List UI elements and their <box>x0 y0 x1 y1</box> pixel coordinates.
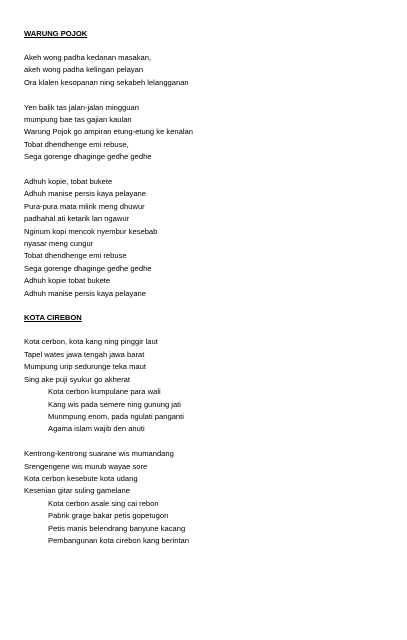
lyric-line: Adhuh kopie tobat bukete <box>24 276 111 286</box>
lyric-line: Sing ake puji syukur go akherat <box>24 374 130 384</box>
lyric-line: Adhuh kopie, tobat bukete <box>24 177 113 187</box>
lyric-line: Pura-pura mata mlirik meng dhuwur <box>24 201 145 211</box>
lyric-line-indented: Petis manis belendrang banyune kacang <box>48 523 186 533</box>
lyric-line: Ora klalen kesopanan ning sekabeh lelangganan <box>24 77 189 87</box>
lyric-line: akeh wong padha kelingan pelayan <box>24 65 144 75</box>
lyric-line: padhahal ati ketarik lan ngawur <box>24 214 130 224</box>
lyric-line: Srengengene wis murub wayae sore <box>24 461 148 471</box>
lyric-line: Sega gorenge dhaginge gedhe gedhe <box>24 263 152 273</box>
song-title-kota-cirebon: KOTA CIREBON <box>24 313 82 323</box>
lyric-line-indented: Kang wis pada semere ning gunung jati <box>48 399 181 409</box>
lyric-line: mumpung bae tas gajian kaulan <box>24 115 132 125</box>
stanza <box>24 52 394 89</box>
lyric-line: Sega gorenge dhaginge gedhe gedhe <box>24 152 152 162</box>
lyric-line: Akeh wong padha kedanan masakan, <box>24 53 152 62</box>
lyric-line: Kota cerbon, kota kang ning pinggir laut <box>24 337 158 347</box>
lyric-line: Yen balik tas jalan-jalan mingguan <box>24 102 139 112</box>
lyric-line: Kesenian gitar suling gamelane <box>24 486 130 496</box>
stanza <box>24 448 394 547</box>
lyric-line: Tobat dhendhenge emi rebuse <box>24 251 127 261</box>
lyric-line: Tapel wates jawa tengah jawa barat <box>24 349 145 359</box>
lyric-line: nyasar meng cungur <box>24 239 94 249</box>
lyric-line: Tobat dhendhenge emi rebuse, <box>24 139 129 149</box>
stanza <box>24 176 394 300</box>
lyric-line: Adhuh manise persis kaya pelayane <box>24 288 146 298</box>
lyric-line-indented: Kota cerbon asale sing cai rebon <box>48 498 159 508</box>
stanza <box>24 336 394 435</box>
lyric-line-indented: Pembangunan kota cirebon kang berintan <box>48 535 190 545</box>
lyric-line-indented: Pabrik grage bakar petis gopetugon <box>48 511 169 521</box>
lyric-line: Adhuh manise persis kaya pelayane <box>24 189 146 199</box>
lyric-line: Warung Pojok go ampiran etung-etung ke kenalan <box>24 127 193 137</box>
lyric-line-indented: Kota cerbon kumpulane para wali <box>48 387 161 397</box>
lyric-line: Nginum kopi mencok nyembur kesebab <box>24 226 158 236</box>
lyric-line: Mumpung urip sedurunge teka maut <box>24 362 146 372</box>
lyric-line-indented: Agama islam wajib den anuti <box>48 424 145 434</box>
song-title-warung-pojok: WARUNG POJOK <box>24 29 88 38</box>
stanza <box>24 102 394 164</box>
lyric-line: Kota cerbon kesebute kota udang <box>24 473 138 483</box>
lyric-line: Kentrong-kentrong suarane wis mumandang <box>24 449 174 459</box>
lyric-line-indented: Munmpung enom, pada ngulati panganti <box>48 411 184 421</box>
document-page <box>24 28 394 547</box>
